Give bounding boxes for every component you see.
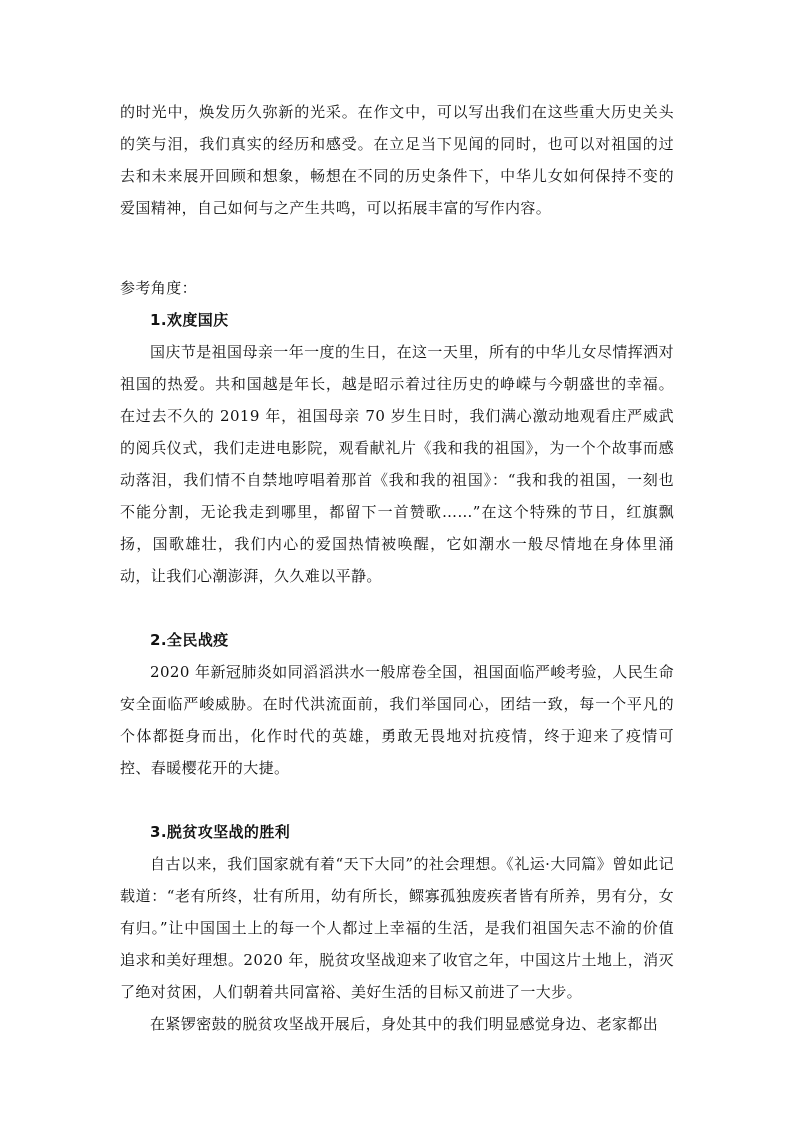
document-body (120, 96, 674, 1040)
section-paragraph-fight-epidemic: 2020 年新冠肺炎如同滔滔洪水一般席卷全国，祖国面临严峻考验，人民生命安全面临严峻威胁。在时代洪流面前，我们举国同心，团结一致，每一个平凡的个体都挺身而出，化作时代的英雄，勇敢无畏地对抗疫情，终于迎来了疫情可控、春暖樱花开的大捷。 (120, 663, 674, 777)
section-heading-national-day: 1.欢度国庆 (150, 311, 229, 329)
reference-angles-label: 参考角度： (120, 279, 198, 297)
section-paragraph-poverty-alleviation-2: 在紧锣密鼓的脱贫攻坚战开展后，身处其中的我们明显感觉身边、老家都出 (150, 1015, 659, 1033)
intro-paragraph: 的时光中，焕发历久弥新的光采。在作文中，可以写出我们在这些重大历史关头的笑与泪，我们真实的经历和感受。在立足当下见闻的同时，也可以对祖国的过去和未来展开回顾和想象，畅想在不同的历史条件下，中华儿女如何保持不变的爱国精神，自己如何与之产生共鸣，可以拓展丰富的写作内容。 (120, 103, 674, 217)
section-heading-fight-epidemic: 2.全民战疫 (150, 631, 229, 649)
section-paragraph-national-day: 国庆节是祖国母亲一年一度的生日，在这一天里，所有的中华儿女尽情挥洒对祖国的热爱。共和国越是年长，越是昭示着过往历史的峥嵘与今朝盛世的幸福。在过去不久的 2019 年，祖国母亲 70 岁生日时，我们满心激动地观看庄严威武的阅兵仪式，我们走进电影院，观看献礼片《我和我的祖国》，为一个个故事而感动落泪，我们情不自禁地哼唱着那首《我和我的祖国》：“我和我的祖国，一刻也不能分割，无论我走到哪里，都留下一首赞歌……”在这个特殊的节日，红旗飘扬，国歌雄壮，我们内心的爱国热情被唤醒，它如潮水一般尽情地在身体里涌动，让我们心潮澎湃，久久难以平静。 (120, 343, 674, 585)
section-paragraph-poverty-alleviation-1: 自古以来，我们国家就有着“天下大同”的社会理想。《礼运·大同篇》曾如此记载道：“老有所终，壮有所用，幼有所长，鳏寡孤独废疾者皆有所养，男有分，女有归。”让中国国土上的每一个人都过上幸福的生活，是我们祖国矢志不渝的价值追求和美好理想。2020 年，脱贫攻坚战迎来了收官之年，中国这片土地上，消灭了绝对贫困，人们朝着共同富裕、美好生活的目标又前进了一大步。 (120, 855, 674, 1001)
section-heading-poverty-alleviation: 3.脱贫攻坚战的胜利 (150, 823, 291, 841)
